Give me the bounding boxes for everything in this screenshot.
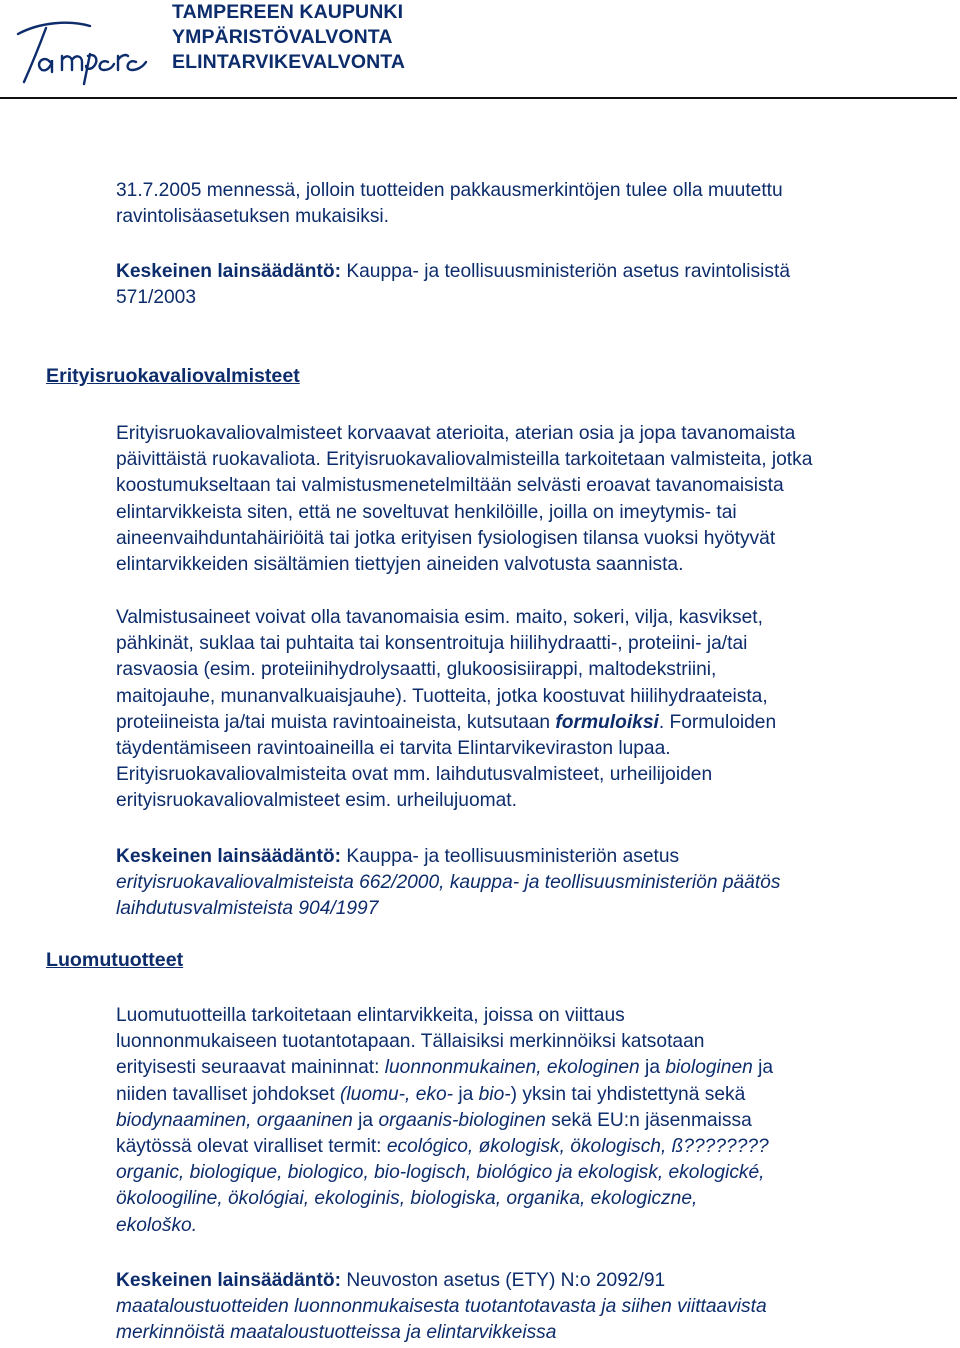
logo-text: Tampere [70, 22, 74, 23]
term-formuloiksi: formuloiksi [555, 711, 659, 733]
special-paragraph-2: Valmistusaineet voivat olla tavanomaisia esim. maito, sokeri, vilja, kasvikset, pähkinät, suklaa tai puhtaita tai konsentroituja hiilihydraatti-, proteiini- ja/tai rasvaosia (esim. proteiinihydrolysaatti, glukoosisiirappi, maltodekstriini, maitojauhe, munanvalkuaisjauhe). Tuotteita, jotka koostuvat hiilihydraateista, proteiineista ja/tai muista ravintoaineista, kutsutaan formuloiksi. Formuloiden täydentämiseen ravintoaineilla ei tarvita Elintarvikeviraston lupaa. Erityisruokavaliovalmisteita ovat mm. laihdutusvalmisteet, urheilijoiden erityisruokavaliovalmisteet esim. urheilujuomat. [116, 607, 777, 812]
org-line-1: TAMPEREEN KAUPUNKI [172, 1, 404, 23]
organization-name [172, 0, 405, 75]
special-paragraph-1: Erityisruokavaliovalmisteet korvaavat aterioita, aterian osia ja jopa tavanomaista päivittäistä ruokavaliota. Erityisruokavaliovalmisteilla tarkoitetaan valmisteita, jotka koostumukseltaan tai valmistusmenetelmiltään selvästi eroavat tavanomaisista elintarvikkeista siten, että ne soveltuvat henkilöille, joilla on imeytymis- tai aineenvaihduntahäiriöitä tai jotka erityisen fysiologisen tilansa vuoksi hyötyvät elintarvikkeiden sisältämien tiettyjen aineiden valvotusta saannista. [116, 423, 813, 576]
org-line-3: ELINTARVIKEVALVONTA [172, 51, 406, 73]
header-divider [0, 97, 957, 99]
tampere-logo [10, 4, 180, 88]
legislation-erityisruokavalio: Keskeinen lainsäädäntö: Kauppa- ja teollisuusministeriön asetus erityisruokavaliovalmisteista 662/2000, kauppa- ja teollisuusministeriön päätös laihdutusvalmisteista 904/1997 [116, 846, 781, 920]
legislation-ravintolisat: Keskeinen lainsäädäntö: Kauppa- ja teollisuusministeriön asetus ravintolisistä 571/2003 [116, 261, 790, 309]
organic-paragraph: Luomutuotteilla tarkoitetaan elintarvikkeita, joissa on viittaus luonnonmukaiseen tuotantotapaan. Tällaisiksi merkinnöiksi katsotaan erityisesti seuraavat maininnat: luonnonmukainen, ekologinen ja biologinen ja niiden tavalliset johdokset (luomu-, eko- ja bio-) yksin tai yhdistettynä sekä biodynaaminen, orgaaninen ja orgaanis-biologinen sekä EU:n jäsenmaissa käytössä olevat viralliset termit: ecológico, økologisk, ökologisch, ß???????? organic, biologique, biologico, bio-logisch, biológico ja ekologisk, ekologické, ökoloogiline, ökológiai, ekologinis, biologiska, organika, ekologiczne, ekološko. [116, 1005, 774, 1236]
heading-erityisruokavaliovalmisteet: Erityisruokavaliovalmisteet [46, 365, 300, 387]
heading-luomutuotteet: Luomutuotteet [46, 949, 184, 971]
legislation-luomu: Keskeinen lainsäädäntö: Neuvoston asetus (ETY) N:o 2092/91 maataloustuotteiden luonnonmukaisesta tuotantotavasta ja siihen viittaavista merkinnöistä maataloustuotteissa ja elintarvikkeissa [116, 1270, 767, 1344]
intro-paragraph: 31.7.2005 mennessä, jolloin tuotteiden pakkausmerkintöjen tulee olla muutettu ravintolisäasetuksen mukaisiksi. [116, 180, 783, 228]
org-line-2: YMPÄRISTÖVALVONTA [172, 26, 393, 48]
